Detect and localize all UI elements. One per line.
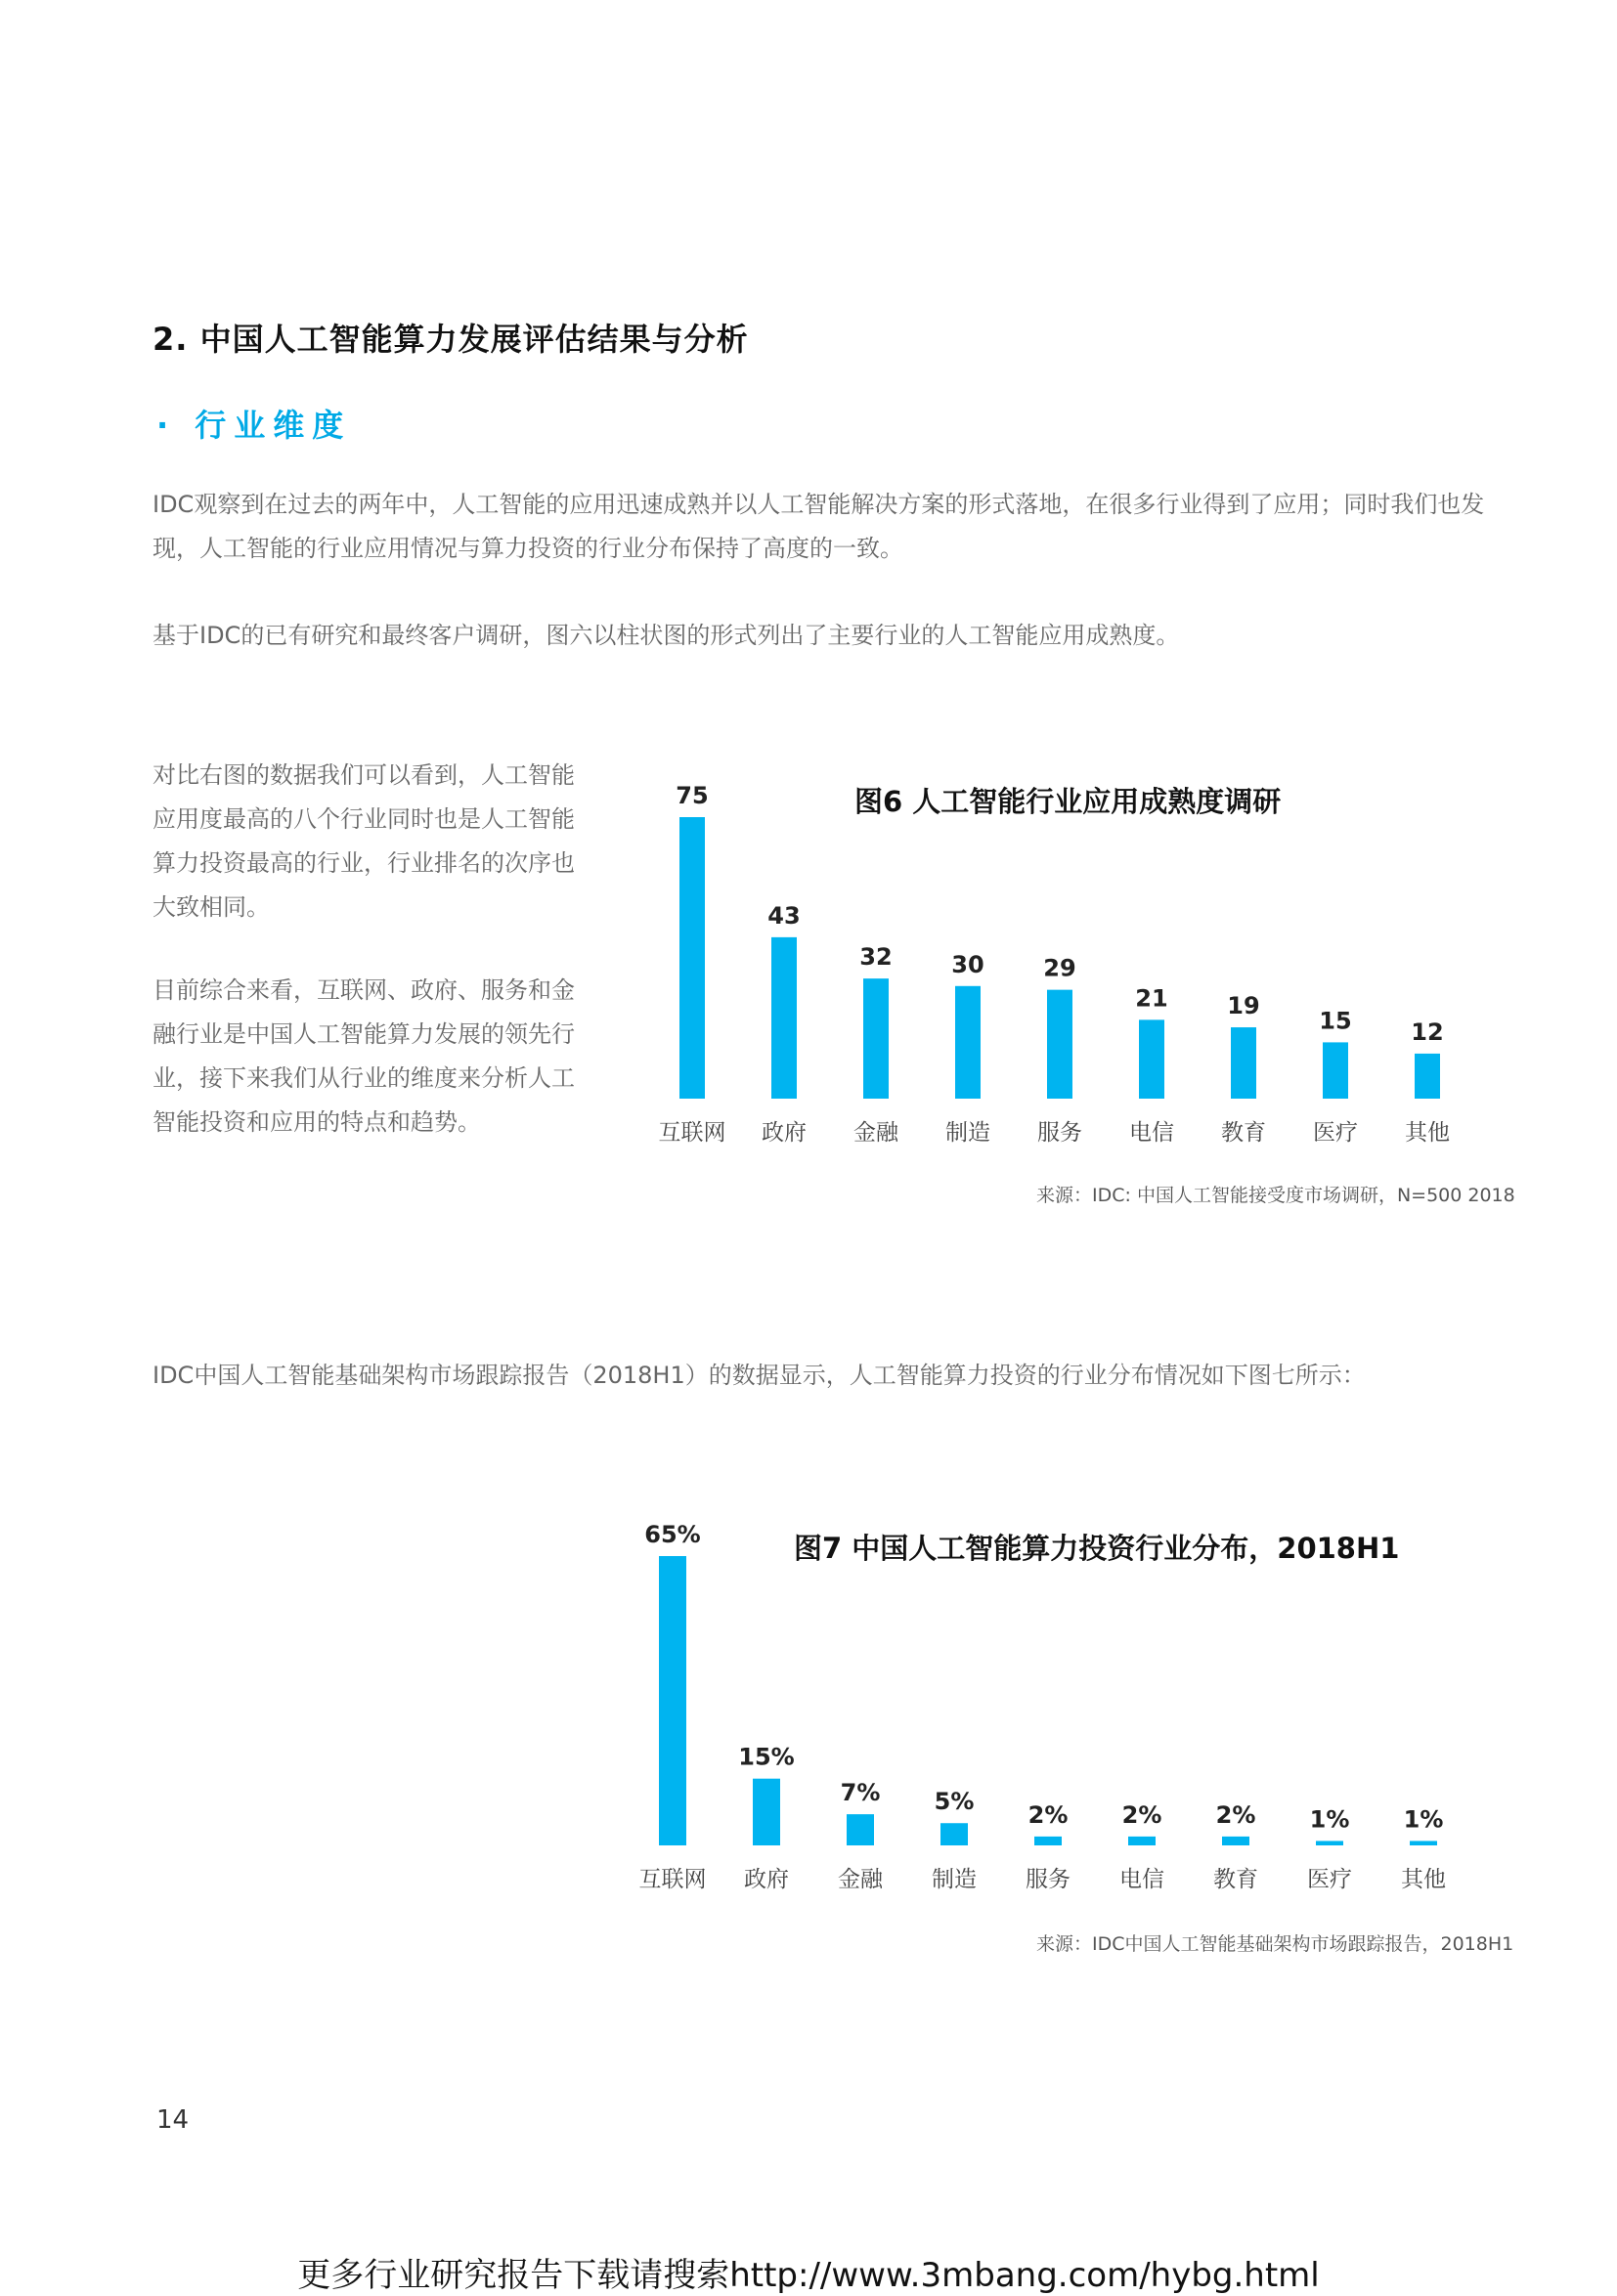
- category-label-8: 医疗: [1313, 1120, 1358, 1146]
- bar-1: [679, 817, 705, 1099]
- value-label-6: 2%: [1121, 1800, 1162, 1829]
- value-label-2: 43: [767, 901, 801, 930]
- value-label-5: 2%: [1027, 1800, 1069, 1829]
- category-label-4: 制造: [945, 1120, 990, 1146]
- bar-2: [771, 937, 797, 1099]
- value-label-5: 29: [1043, 954, 1076, 982]
- category-label-2: 政府: [762, 1120, 807, 1146]
- chart7-source: 来源：IDC中国人工智能基础架构市场跟踪报告，2018H1: [1036, 1933, 1514, 1955]
- bar-2: [753, 1779, 780, 1845]
- chart7-title: 图7 中国人工智能算力投资行业分布，2018H1: [794, 1532, 1400, 1565]
- intro-paragraph: IDC观察到在过去的两年中，人工智能的应用迅速成熟并以人工智能解决方案的形式落地，在很多行业得到了应用；同时我们也发现，人工智能的行业应用情况与算力投资的行业分布保持了高度的一致。: [153, 491, 1485, 562]
- bar-6: [1128, 1837, 1156, 1845]
- chart6-svg: [626, 762, 1506, 1153]
- footer-link-text[interactable]: 更多行业研究报告下载请搜索http://www.3mbang.com/hybg.html: [297, 2256, 1320, 2295]
- bar-1: [659, 1556, 686, 1845]
- category-label-9: 其他: [1401, 1867, 1446, 1892]
- value-label-9: 1%: [1403, 1805, 1444, 1834]
- bar-7: [1231, 1027, 1256, 1099]
- category-label-3: 金融: [838, 1867, 883, 1892]
- bar-6: [1139, 1019, 1164, 1099]
- chart6-source: 来源：IDC: 中国人工智能接受度市场调研，N=500 2018: [1036, 1185, 1515, 1206]
- value-label-3: 7%: [840, 1779, 881, 1807]
- chart7-svg: [606, 1505, 1525, 1896]
- sub-title: · 行业维度: [156, 407, 352, 444]
- category-label-2: 政府: [744, 1867, 789, 1892]
- category-label-8: 医疗: [1307, 1867, 1352, 1892]
- value-label-1: 65%: [644, 1521, 701, 1548]
- value-label-9: 12: [1411, 1018, 1444, 1046]
- page-number: 14: [156, 2105, 190, 2135]
- section-title: 2. 中国人工智能算力发展评估结果与分析: [153, 321, 749, 358]
- bar-9: [1415, 1054, 1440, 1099]
- bar-5: [1047, 990, 1072, 1099]
- category-label-5: 服务: [1026, 1867, 1071, 1892]
- bar-4: [955, 986, 981, 1099]
- value-label-4: 5%: [934, 1788, 975, 1816]
- category-label-1: 互联网: [638, 1867, 707, 1892]
- bar-9: [1410, 1841, 1437, 1845]
- category-label-6: 电信: [1129, 1120, 1174, 1146]
- category-label-3: 金融: [853, 1120, 898, 1146]
- value-label-2: 15%: [738, 1743, 795, 1771]
- value-label-6: 21: [1135, 984, 1168, 1013]
- value-label-3: 32: [859, 943, 893, 972]
- value-label-8: 15: [1319, 1007, 1352, 1035]
- category-label-6: 电信: [1119, 1867, 1164, 1892]
- category-label-9: 其他: [1405, 1120, 1450, 1146]
- bar-5: [1034, 1837, 1062, 1845]
- category-label-1: 互联网: [658, 1120, 726, 1146]
- middle-paragraph: IDC中国人工智能基础架构市场跟踪报告（2018H1）的数据显示，人工智能算力投资的行业分布情况如下图七所示：: [153, 1362, 1366, 1389]
- value-label-1: 75: [676, 782, 709, 809]
- bar-3: [847, 1814, 874, 1845]
- category-label-7: 教育: [1213, 1867, 1258, 1892]
- category-label-5: 服务: [1037, 1120, 1082, 1146]
- chart6-title: 图6 人工智能行业应用成熟度调研: [854, 785, 1282, 818]
- value-label-7: 2%: [1215, 1800, 1256, 1829]
- side-paragraph-comparison: 对比右图的数据我们可以看到，人工智能应用度最高的八个行业同时也是人工智能算力投资最高的行业，行业排名的次序也大致相同。: [153, 761, 575, 921]
- category-label-4: 制造: [932, 1867, 977, 1892]
- value-label-4: 30: [951, 950, 984, 978]
- bar-4: [940, 1823, 968, 1845]
- value-label-7: 19: [1227, 992, 1260, 1020]
- bar-8: [1323, 1042, 1348, 1099]
- side-paragraph-summary: 目前综合来看，互联网、政府、服务和金融行业是中国人工智能算力发展的领先行业，接下来我们从行业的维度来分析人工智能投资和应用的特点和趋势。: [153, 976, 575, 1136]
- bar-8: [1316, 1841, 1343, 1845]
- category-label-7: 教育: [1221, 1120, 1266, 1146]
- basis-paragraph: 基于IDC的已有研究和最终客户调研，图六以柱状图的形式列出了主要行业的人工智能应用成熟度。: [153, 622, 1180, 649]
- bar-7: [1222, 1837, 1249, 1845]
- value-label-8: 1%: [1309, 1805, 1350, 1834]
- bar-3: [863, 978, 889, 1099]
